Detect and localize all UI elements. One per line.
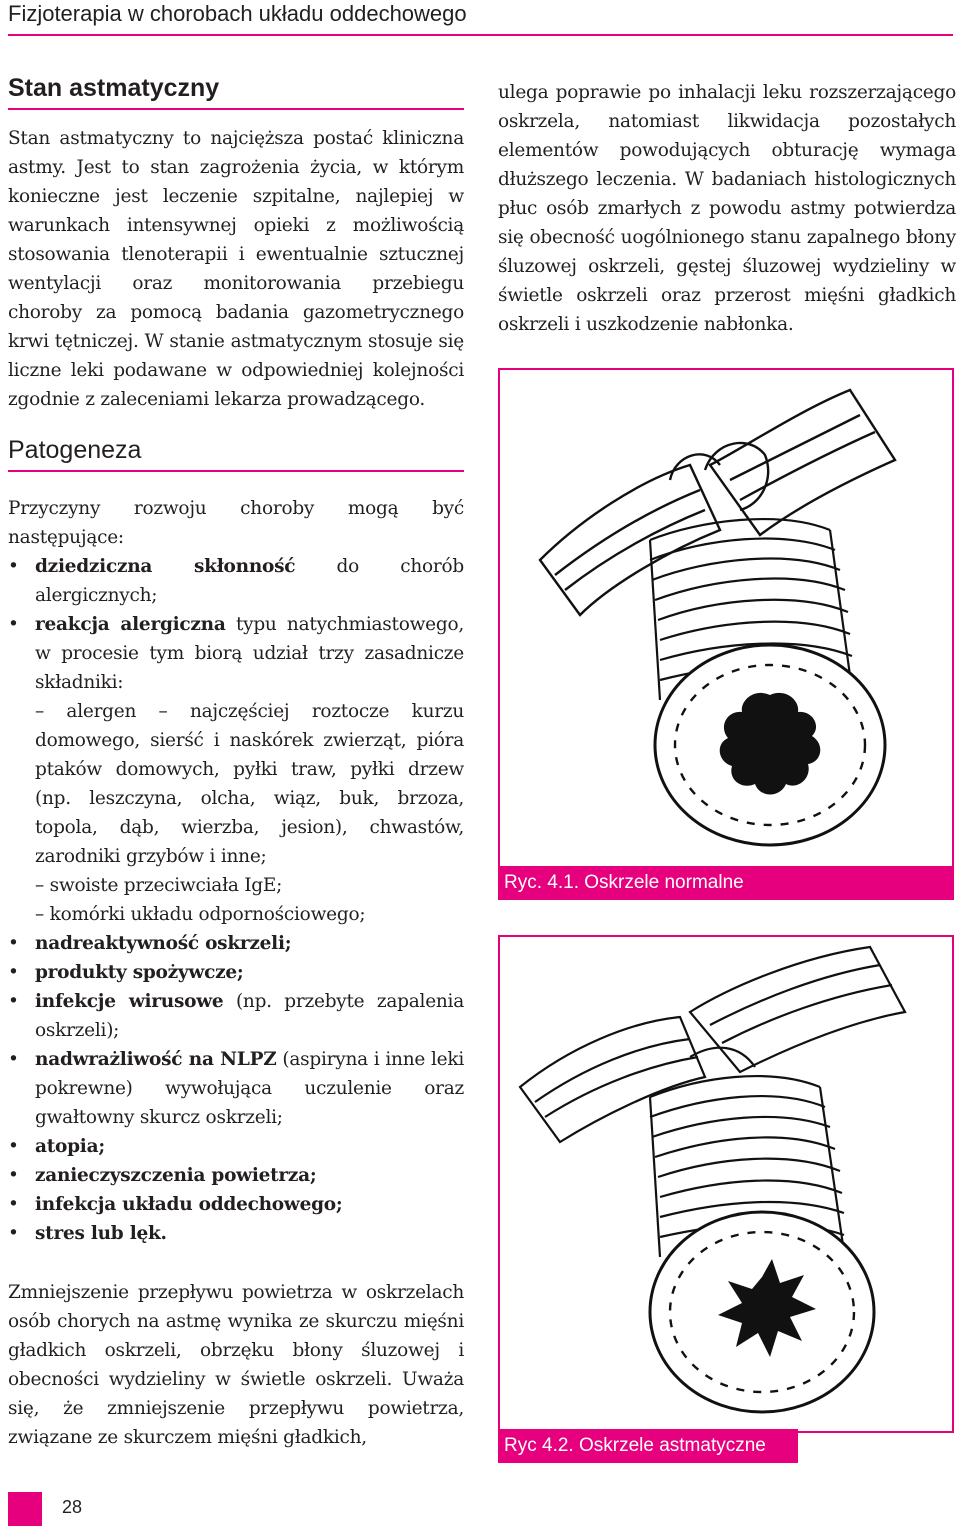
- page-number: 28: [62, 1497, 83, 1517]
- components-list: [35, 697, 464, 929]
- asthmatic-bronchus-illustration: [500, 937, 952, 1431]
- caption-figure-4-2: Ryc 4.2. Oskrzele astmatyczne: [498, 1429, 798, 1463]
- left-column: [8, 70, 464, 1452]
- causes-list: [8, 552, 464, 1248]
- right-column: [498, 78, 956, 339]
- list-item: • infekcja układu oddechowego;: [8, 1190, 464, 1219]
- caption-figure-4-1: Ryc. 4.1. Oskrzele normalne: [498, 866, 954, 900]
- heading-stan-astmatyczny: Stan astmatyczny: [8, 70, 464, 110]
- paragraph-stan-astmatyczny: Stan astmatyczny to najcięższa postać kliniczna astmy. Jest to stan zagrożenia życia, w którym konieczne jest leczenie szpitalne, najlepiej w warunkach intensywnej opieki z możliwością stosowania tlenoterapii i ewentualnie sztucznej wentylacji oraz monitorowania przebiegu choroby za pomocą badania gazometrycznego krwi tętniczej. W stanie astmatycznym stosuje się liczne leki podawane w odpowiedniej kolejności zgodnie z zaleceniami lekarza prowadzącego.: [8, 128, 464, 410]
- running-head: Fizjoterapia w chorobach układu oddechowego: [8, 2, 953, 36]
- list-item: • zanieczyszczenia powietrza;: [8, 1161, 464, 1190]
- sub-list-item: – swoiste przeciwciała IgE;: [35, 875, 283, 896]
- list-item: • dziedziczna skłonność do chorób alergicznych;: [8, 552, 464, 610]
- sub-list-item: – komórki układu odpornościowego;: [35, 904, 366, 925]
- page-marker: [8, 1492, 42, 1526]
- paragraph-zmniejszenie: Zmniejszenie przepływu powietrza w oskrzelach osób chorych na astmę wynika ze skurczu mięśni gładkich oskrzeli, obrzęku błony śluzowej i obecności wydzieliny w świetle oskrzeli. Uważa się, że zmniejszenie przepływu powietrza, związane ze skurczem mięśni gładkich,: [8, 1282, 464, 1448]
- list-item: • nadreaktywność oskrzeli;: [8, 929, 464, 958]
- list-item: • nadwrażliwość na NLPZ (aspiryna i inne leki pokrewne) wywołująca uczulenie oraz gwałtowny skurcz oskrzeli;: [8, 1045, 464, 1132]
- list-item: • stres lub lęk.: [8, 1219, 464, 1248]
- sub-list-item: – alergen – najczęściej roztocze kurzu domowego, sierść i naskórek zwierząt, pióra ptaków domowych, pyłki traw, pyłki drzew (np. leszczyna, olcha, wiąz, buk, brzoza, topola, dąb, wierzba, jesion), chwastów, zarodniki grzybów i inne;: [35, 701, 464, 867]
- figure-normal-bronchus: [498, 368, 954, 870]
- list-item: • infekcje wirusowe (np. przebyte zapalenia oskrzeli);: [8, 987, 464, 1045]
- paragraph-continuation: ulega poprawie po inhalacji leku rozszerzającego oskrzela, natomiast likwidacja pozostałych elementów powodujących obturację wymaga dłuższego leczenia. W badaniach histologicznych płuc osób zmarłych z powodu astmy potwierdza się obecność uogólnionego stanu zapalnego błony śluzowej oskrzeli, gęstej śluzowej wydzieliny w świetle oskrzeli oraz przerost mięśni gładkich oskrzeli i uszkodzenie nabłonka.: [498, 82, 956, 335]
- list-item: • produkty spożywcze;: [8, 958, 464, 987]
- heading-patogeneza: Patogeneza: [8, 432, 464, 472]
- figure-asthmatic-bronchus: [498, 935, 954, 1433]
- list-item: • reakcja alergiczna typu natychmiastowego, w procesie tym biorą udział trzy zasadnicze składniki: – alergen – najczęściej roztocze kurzu domowego, sierść i naskórek zwierząt, pióra ptaków domowych, pyłki traw, pyłki drzew (np. leszczyna, olcha, wiąz, buk, brzoza, topola, dąb, wierzba, jesion), chwastów, zarodniki grzybów i inne; – swoiste przeciwciała IgE; – komórki układu odpornościowego;: [8, 610, 464, 929]
- normal-bronchus-illustration: [500, 370, 952, 868]
- paragraph-przyczyny: Przyczyny rozwoju choroby mogą być następujące:: [8, 498, 464, 548]
- list-item: • atopia;: [8, 1132, 464, 1161]
